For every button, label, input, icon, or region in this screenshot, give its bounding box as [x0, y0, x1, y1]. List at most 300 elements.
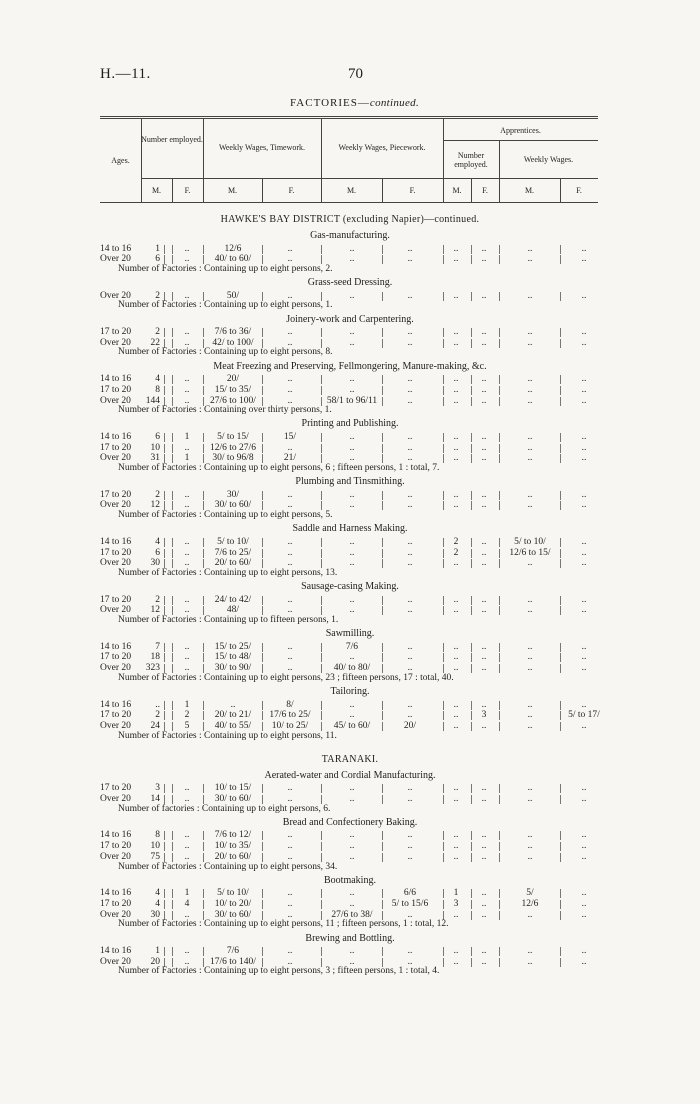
- value-cell: 30/ to 90/: [214, 663, 252, 674]
- column-rule: [262, 549, 263, 558]
- column-rule: [262, 653, 263, 662]
- column-rule: [172, 889, 173, 898]
- column-rule: [443, 549, 444, 558]
- column-rule: [443, 900, 444, 909]
- column-rule: [471, 784, 472, 793]
- value-cell: 17/6 to 140/: [210, 956, 256, 967]
- column-rule: [203, 643, 204, 652]
- column-rule: [560, 711, 561, 720]
- col-weekly-timework: Weekly Wages, Timework.: [218, 143, 306, 152]
- column-rule: [560, 911, 561, 920]
- column-rule: [262, 842, 263, 851]
- value-cell: 2: [184, 710, 190, 721]
- value-cell: ..: [581, 946, 587, 956]
- column-rule: [560, 339, 561, 348]
- column-rule: [262, 454, 263, 463]
- column-rule: [560, 606, 561, 615]
- value-cell: ..: [581, 243, 587, 254]
- column-rule: [443, 255, 444, 264]
- column-rule: [382, 653, 383, 662]
- column-rule: [262, 722, 263, 731]
- value-cell: 10: [150, 442, 160, 453]
- factory-count-note: Number of Factories : Containing up to eight persons, 2.: [118, 263, 333, 274]
- value-cell: 12: [150, 500, 160, 511]
- value-cell: 3: [481, 710, 487, 721]
- factory-count-note: Number of Factories : Containing up to eight persons, 8.: [118, 347, 333, 358]
- value-cell: ..: [287, 851, 293, 862]
- value-cell: ..: [407, 374, 413, 385]
- column-rule: [382, 559, 383, 568]
- value-cell: ..: [287, 888, 293, 899]
- value-cell: 30/ to 60/: [214, 909, 252, 920]
- value-cell: ..: [527, 327, 533, 337]
- value-cell: ..: [407, 851, 413, 862]
- column-rule: [203, 853, 204, 862]
- trade-title: Tailoring.: [330, 686, 370, 697]
- value-cell: ..: [407, 794, 413, 804]
- value-cell: ..: [581, 374, 587, 385]
- value-cell: ..: [407, 395, 413, 406]
- col-m: M.: [452, 186, 462, 195]
- value-cell: 323: [145, 663, 160, 674]
- age-cell: 17 to 20: [100, 327, 132, 337]
- value-cell: 1: [184, 699, 190, 710]
- column-rule: [262, 375, 263, 384]
- trade-title: Saddle and Harness Making.: [292, 523, 408, 535]
- value-cell: 2: [155, 290, 160, 301]
- column-rule: [499, 947, 500, 956]
- col-f: F.: [184, 186, 191, 195]
- column-rule: [471, 559, 472, 568]
- header-rule-apprentices: [443, 140, 598, 141]
- value-cell: 4: [155, 374, 160, 385]
- value-cell: ..: [184, 536, 190, 547]
- column-rule: [203, 454, 204, 463]
- factory-count-note: Number of Factories : Containing up to fifteen persons, 1.: [118, 615, 339, 625]
- value-cell: ..: [349, 500, 355, 511]
- column-rule: [321, 606, 322, 615]
- column-rule: [471, 842, 472, 851]
- value-cell: ..: [184, 243, 190, 254]
- column-rule: [382, 501, 383, 510]
- value-cell: ..: [453, 290, 459, 301]
- value-cell: ..: [581, 453, 587, 464]
- column-rule: [164, 664, 165, 673]
- value-cell: ..: [453, 453, 459, 464]
- column-rule: [471, 538, 472, 547]
- column-rule: [382, 538, 383, 547]
- value-cell: 2: [155, 594, 160, 605]
- value-cell: ..: [287, 547, 293, 558]
- value-cell: 12/6 to 15/: [509, 547, 551, 558]
- value-cell: 7: [155, 641, 160, 652]
- column-rule: [203, 900, 204, 909]
- column-rule: [443, 559, 444, 568]
- value-cell: 24: [150, 720, 160, 731]
- value-cell: ..: [581, 909, 587, 920]
- value-cell: ..: [453, 489, 459, 500]
- column-rule: [560, 375, 561, 384]
- column-rule: [382, 339, 383, 348]
- column-rule: [499, 711, 500, 720]
- column-rule: [203, 433, 204, 442]
- value-cell: ..: [453, 442, 459, 453]
- value-cell: ..: [453, 641, 459, 652]
- table-title-continued: continued.: [369, 97, 420, 109]
- value-cell: ..: [581, 489, 587, 500]
- value-cell: ..: [453, 395, 459, 406]
- column-rule: [443, 454, 444, 463]
- column-rule: [172, 245, 173, 254]
- column-rule: [560, 653, 561, 662]
- col-f: F.: [288, 186, 295, 195]
- column-rule: [499, 491, 500, 500]
- value-cell: ..: [481, 720, 487, 731]
- column-rule: [471, 701, 472, 710]
- column-rule: [172, 375, 173, 384]
- value-cell: 21/: [283, 453, 297, 464]
- factory-count-note: Number of Factories : Containing up to eight persons, 6 ; fifteen persons, 1 : total, 7.: [118, 463, 440, 473]
- value-cell: ..: [481, 431, 487, 442]
- age-cell: 17 to 20: [100, 652, 132, 663]
- column-rule: [382, 701, 383, 710]
- col-m: M.: [227, 186, 238, 195]
- page-number: 70: [348, 66, 363, 82]
- value-cell: ..: [453, 254, 459, 265]
- col-apprentices-number: Number employed.: [454, 151, 488, 169]
- column-rule: [262, 596, 263, 605]
- column-rule: [203, 549, 204, 558]
- value-cell: ..: [453, 500, 459, 511]
- value-cell: ..: [481, 641, 487, 652]
- value-cell: ..: [184, 327, 190, 337]
- column-rule: [262, 559, 263, 568]
- column-rule: [382, 549, 383, 558]
- column-rule: [443, 606, 444, 615]
- column-rule: [443, 643, 444, 652]
- column-rule: [321, 784, 322, 793]
- column-rule: [321, 454, 322, 463]
- column-rule: [560, 397, 561, 406]
- value-cell: ..: [287, 652, 293, 663]
- column-rule: [262, 386, 263, 395]
- column-rule: [203, 491, 204, 500]
- value-cell: ..: [184, 663, 190, 674]
- age-cell: 17 to 20: [100, 547, 132, 558]
- value-cell: ..: [527, 453, 533, 464]
- value-cell: ..: [481, 663, 487, 674]
- value-cell: ..: [581, 442, 587, 453]
- column-rule: [499, 255, 500, 264]
- column-rule: [499, 559, 500, 568]
- column-rule: [560, 444, 561, 453]
- column-rule: [443, 958, 444, 967]
- column-rule: [443, 397, 444, 406]
- column-rule: [560, 596, 561, 605]
- value-cell: 42/ to 100/: [212, 337, 254, 348]
- value-cell: ..: [184, 290, 190, 301]
- column-rule: [164, 842, 165, 851]
- value-cell: 18: [150, 652, 160, 663]
- col-m: M.: [524, 186, 535, 195]
- column-rule: [203, 559, 204, 568]
- report-reference: H.—11.: [100, 66, 151, 82]
- value-cell: ..: [581, 699, 587, 710]
- column-rule: [499, 842, 500, 851]
- value-cell: 10/ to 25/: [271, 720, 309, 731]
- value-cell: ..: [349, 243, 355, 254]
- column-rule: [203, 538, 204, 547]
- col-f: F.: [409, 186, 416, 195]
- column-rule: [172, 784, 173, 793]
- column-rule: [443, 947, 444, 956]
- value-cell: 58/1 to 96/11: [326, 395, 378, 406]
- value-cell: ..: [184, 841, 190, 852]
- column-rule: [321, 853, 322, 862]
- value-cell: 14: [150, 794, 160, 804]
- value-cell: ..: [407, 489, 413, 500]
- section-heading: HAWKE'S BAY DISTRICT (excluding Napier)—continued.: [220, 214, 480, 225]
- value-cell: ..: [581, 641, 587, 652]
- value-cell: ..: [527, 500, 533, 511]
- value-cell: ..: [527, 254, 533, 265]
- value-cell: ..: [581, 337, 587, 348]
- column-rule: [321, 559, 322, 568]
- column-rule: [560, 255, 561, 264]
- value-cell: ..: [481, 956, 487, 967]
- header-rule-top-2: [100, 118, 598, 119]
- column-rule: [471, 947, 472, 956]
- value-cell: ..: [453, 243, 459, 254]
- column-rule: [499, 889, 500, 898]
- value-cell: 10/ to 35/: [214, 841, 252, 852]
- column-rule: [560, 795, 561, 804]
- column-rule: [560, 664, 561, 673]
- column-rule: [321, 444, 322, 453]
- column-rule: [172, 549, 173, 558]
- value-cell: ..: [184, 605, 190, 616]
- column-rule: [382, 491, 383, 500]
- value-cell: ..: [527, 652, 533, 663]
- column-rule: [499, 643, 500, 652]
- value-cell: ..: [287, 254, 293, 265]
- col-number-employed: Number employed.: [141, 135, 203, 144]
- value-cell: 15/ to 48/: [214, 652, 252, 663]
- value-cell: ..: [581, 794, 587, 804]
- value-cell: ..: [481, 243, 487, 254]
- column-rule: [443, 889, 444, 898]
- value-cell: 1: [453, 888, 459, 899]
- column-rule: [262, 433, 263, 442]
- column-rule: [382, 711, 383, 720]
- value-cell: ..: [481, 652, 487, 663]
- value-cell: ..: [349, 384, 355, 395]
- age-cell: Over 20: [100, 663, 131, 674]
- factory-count-note: Number of Factories : Containing up to eight persons, 5.: [118, 510, 333, 521]
- column-rule: [172, 559, 173, 568]
- section-heading: TARANAKI.: [321, 753, 379, 765]
- column-rule: [203, 245, 204, 254]
- column-rule: [443, 842, 444, 851]
- factory-count-note: Number of Factories : Containing up to eight persons, 23 ; fifteen persons, 17 : total, 40.: [118, 672, 454, 683]
- value-cell: ..: [349, 830, 355, 841]
- value-cell: ..: [527, 830, 533, 841]
- column-rule: [164, 328, 165, 337]
- column-rule: [499, 958, 500, 967]
- column-rule: [172, 842, 173, 851]
- column-rule: [471, 958, 472, 967]
- column-rule: [321, 889, 322, 898]
- age-cell: Over 20: [100, 558, 131, 569]
- value-cell: ..: [481, 453, 487, 464]
- column-rule: [443, 444, 444, 453]
- value-cell: ..: [527, 956, 533, 967]
- column-rule: [471, 722, 472, 731]
- value-cell: 2: [453, 547, 459, 558]
- trade-title: Printing and Publishing.: [301, 418, 399, 430]
- column-rule: [382, 606, 383, 615]
- value-cell: ..: [287, 956, 293, 967]
- value-cell: ..: [184, 395, 190, 406]
- value-cell: ..: [481, 254, 487, 265]
- value-cell: ..: [407, 384, 413, 395]
- age-cell: Over 20: [100, 290, 131, 301]
- value-cell: ..: [581, 898, 587, 909]
- age-cell: 17 to 20: [100, 710, 132, 721]
- column-rule: [321, 795, 322, 804]
- trade-title: Aerated-water and Cordial Manufacturing.: [264, 769, 436, 781]
- value-cell: ..: [407, 500, 413, 511]
- column-rule: [321, 900, 322, 909]
- value-cell: ..: [184, 384, 190, 395]
- value-cell: 12/6: [224, 243, 242, 254]
- value-cell: ..: [581, 395, 587, 406]
- age-cell: Over 20: [100, 453, 131, 464]
- value-cell: ..: [349, 652, 355, 663]
- column-rule: [560, 245, 561, 254]
- value-cell: ..: [184, 558, 190, 569]
- column-rule: [203, 255, 204, 264]
- column-rule: [262, 701, 263, 710]
- column-rule: [164, 831, 165, 840]
- value-cell: ..: [453, 327, 459, 337]
- value-cell: ..: [453, 663, 459, 674]
- column-rule: [560, 643, 561, 652]
- column-rule: [471, 397, 472, 406]
- value-cell: ..: [453, 841, 459, 852]
- column-rule: [164, 643, 165, 652]
- value-cell: ..: [481, 395, 487, 406]
- value-cell: ..: [287, 290, 293, 301]
- column-rule: [471, 433, 472, 442]
- col-ages: Ages.: [111, 156, 130, 165]
- value-cell: 5/: [526, 888, 534, 899]
- column-rule: [560, 947, 561, 956]
- value-cell: ..: [453, 794, 459, 804]
- column-rule: [560, 853, 561, 862]
- value-cell: ..: [407, 337, 413, 348]
- column-rule: [203, 889, 204, 898]
- value-cell: 4: [155, 536, 160, 547]
- value-cell: ..: [527, 710, 533, 721]
- age-cell: 17 to 20: [100, 898, 132, 909]
- value-cell: ..: [287, 536, 293, 547]
- value-cell: 2: [453, 536, 459, 547]
- value-cell: ..: [527, 794, 533, 804]
- value-cell: ..: [287, 558, 293, 569]
- column-rule: [164, 444, 165, 453]
- column-rule: [560, 900, 561, 909]
- value-cell: ..: [453, 652, 459, 663]
- column-rule: [382, 853, 383, 862]
- column-rule: [471, 339, 472, 348]
- column-rule: [560, 842, 561, 851]
- column-rule: [560, 958, 561, 967]
- column-rule: [321, 653, 322, 662]
- value-cell: 27/6 to 100/: [210, 395, 256, 406]
- column-rule: [499, 795, 500, 804]
- value-cell: ..: [407, 254, 413, 265]
- value-cell: ..: [581, 851, 587, 862]
- value-cell: ..: [184, 652, 190, 663]
- factory-count-note: Number of Factories : Containing up to eight persons, 34.: [118, 861, 338, 872]
- column-rule: [443, 795, 444, 804]
- value-cell: ..: [407, 946, 413, 956]
- column-rule: [164, 386, 165, 395]
- column-rule: [172, 947, 173, 956]
- column-rule: [471, 795, 472, 804]
- value-cell: ..: [184, 794, 190, 804]
- column-rule: [262, 245, 263, 254]
- col-weekly-piecework: Weekly Wages, Piecework.: [338, 143, 426, 152]
- column-rule: [262, 831, 263, 840]
- column-rule: [203, 386, 204, 395]
- column-rule: [443, 831, 444, 840]
- col-f: F.: [576, 186, 582, 195]
- col-f: F.: [482, 186, 488, 195]
- value-cell: ..: [453, 594, 459, 605]
- value-cell: ..: [481, 500, 487, 511]
- column-rule: [164, 255, 165, 264]
- value-cell: ..: [407, 453, 413, 464]
- value-cell: ..: [349, 453, 355, 464]
- value-cell: ..: [349, 442, 355, 453]
- column-rule: [499, 911, 500, 920]
- column-rule: [164, 722, 165, 731]
- value-cell: ..: [453, 956, 459, 967]
- value-cell: ..: [527, 851, 533, 862]
- value-cell: ..: [349, 699, 355, 710]
- age-cell: 14 to 16: [100, 243, 132, 254]
- column-rule: [499, 653, 500, 662]
- value-cell: 30/ to 60/: [214, 794, 252, 804]
- age-cell: 17 to 20: [100, 384, 132, 395]
- value-cell: ..: [407, 830, 413, 841]
- column-rule: [164, 853, 165, 862]
- column-rule: [560, 831, 561, 840]
- value-cell: ..: [453, 710, 459, 721]
- value-cell: ..: [407, 547, 413, 558]
- column-rule: [164, 795, 165, 804]
- value-cell: 7/6 to 25/: [214, 547, 252, 558]
- column-rule: [262, 538, 263, 547]
- factory-count-note: Number of Factories : Containing up to eight persons, 3 ; fifteen persons, 1 : total, 4.: [118, 966, 440, 977]
- column-rule: [382, 596, 383, 605]
- column-rule: [499, 501, 500, 510]
- value-cell: ..: [407, 558, 413, 569]
- column-rule: [262, 784, 263, 793]
- value-cell: 75: [150, 851, 160, 862]
